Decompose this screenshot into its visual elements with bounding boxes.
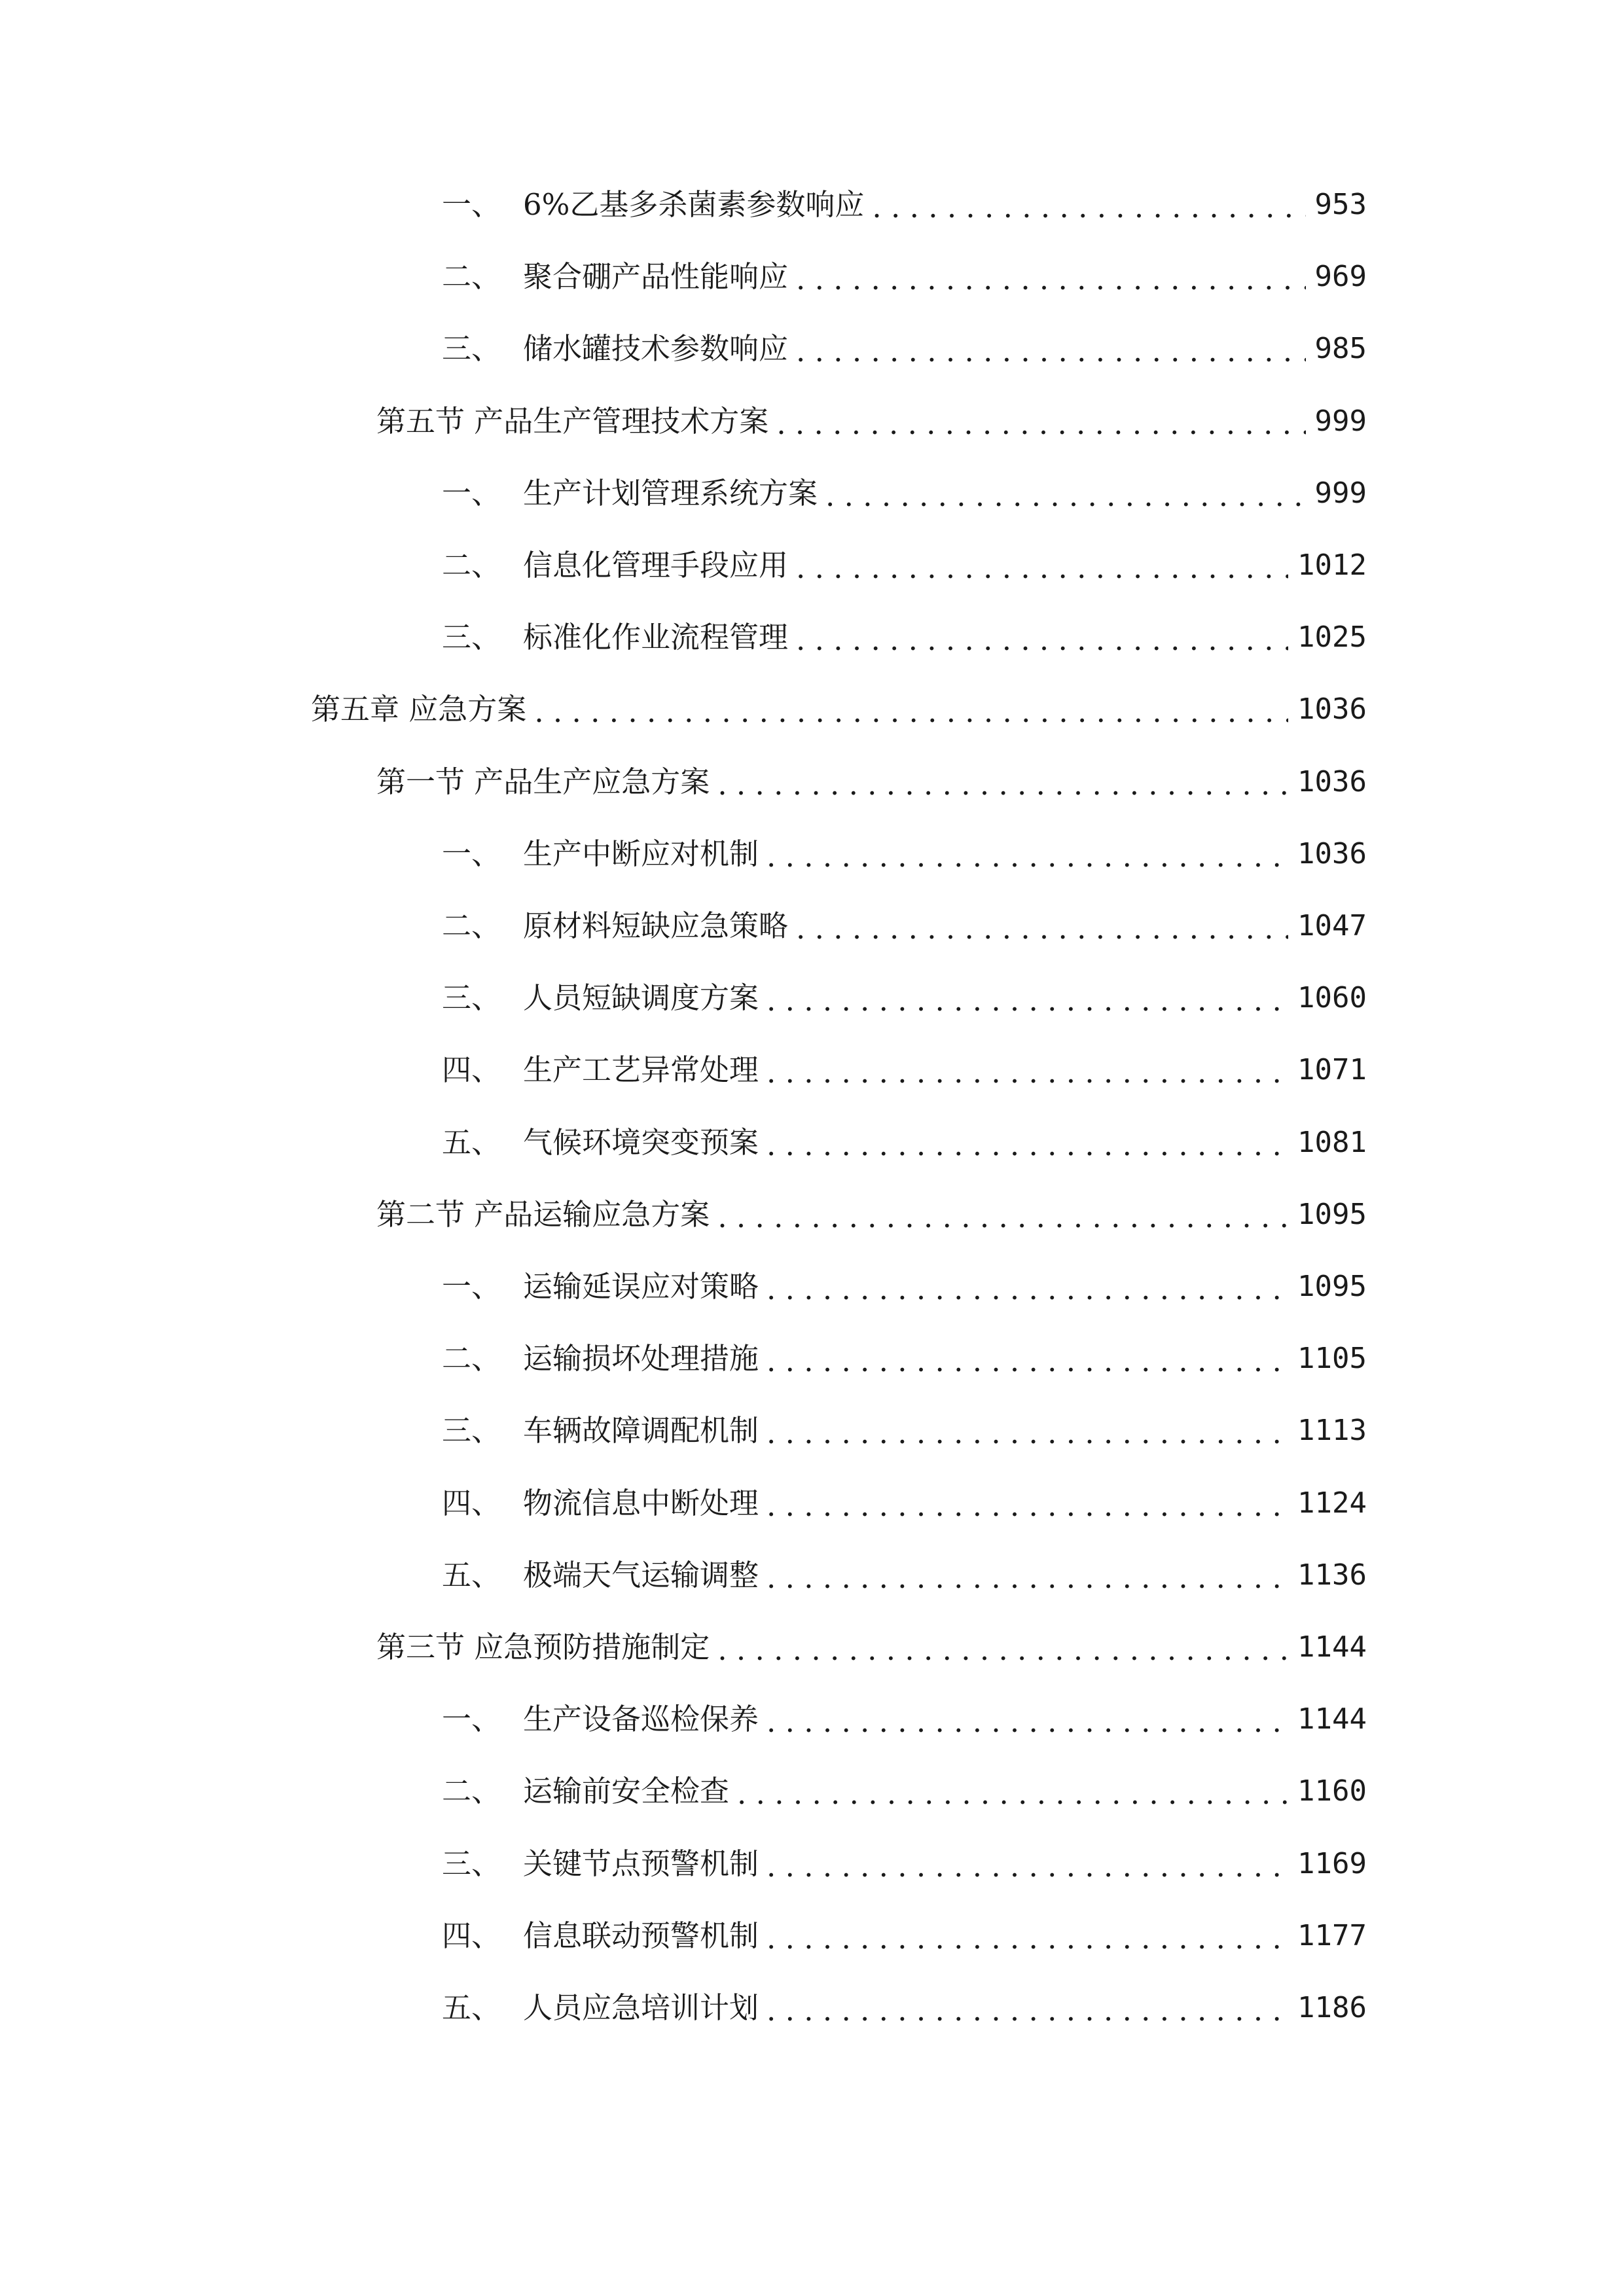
toc-entry-page-number: 1124	[1297, 1486, 1367, 1520]
toc-entry-title: 生产中断应对机制	[523, 836, 759, 871]
toc-entry-page-number: 1036	[1297, 765, 1367, 798]
toc-entry[interactable]	[442, 828, 1367, 880]
toc-entry-number: 五、	[442, 1990, 501, 2025]
toc-dot-leader	[767, 1480, 1288, 1532]
toc-entry-title: 第二节 产品运输应急方案	[376, 1197, 710, 1232]
toc-entry-title: 标准化作业流程管理	[523, 620, 789, 655]
toc-dot-leader	[717, 1624, 1288, 1676]
toc-entry-page-number: 999	[1314, 404, 1367, 438]
toc-entry-title: 第三节 应急预防措施制定	[376, 1630, 710, 1664]
toc-entry-page-number: 1036	[1297, 692, 1367, 726]
toc-entry[interactable]	[442, 1044, 1367, 1096]
toc-entry[interactable]	[442, 251, 1367, 303]
toc-entry-number: 四、	[442, 1918, 501, 1953]
toc-entry-page-number: 1095	[1297, 1198, 1367, 1231]
toc-entry-number: 五、	[442, 1558, 501, 1592]
toc-dot-leader	[737, 1768, 1288, 1820]
toc-entry-title: 关键节点预警机制	[523, 1846, 759, 1881]
toc-dot-leader	[796, 614, 1288, 666]
toc-entry[interactable]	[442, 1838, 1367, 1890]
toc-entry[interactable]	[376, 756, 1367, 808]
toc-entry[interactable]	[442, 1405, 1367, 1457]
toc-entry-number: 一、	[442, 836, 501, 871]
toc-entry-title: 运输延误应对策略	[523, 1269, 759, 1304]
toc-entry[interactable]	[311, 683, 1367, 736]
toc-entry[interactable]	[442, 1333, 1367, 1385]
toc-entry-title: 车辆故障调配机制	[523, 1413, 759, 1448]
toc-entry-page-number: 1144	[1297, 1630, 1367, 1664]
toc-entry-page-number: 1071	[1297, 1053, 1367, 1086]
toc-entry[interactable]	[442, 1910, 1367, 1962]
toc-entry-title: 生产计划管理系统方案	[523, 476, 818, 511]
toc-dot-leader	[534, 686, 1288, 738]
toc-entry-page-number: 1060	[1297, 981, 1367, 1014]
toc-dot-leader	[767, 1840, 1288, 1893]
toc-dot-leader	[767, 1263, 1288, 1316]
toc-entry-page-number: 1047	[1297, 909, 1367, 942]
toc-entry[interactable]	[442, 323, 1367, 375]
toc-entry-number: 三、	[442, 620, 501, 655]
toc-entry-page-number: 1177	[1297, 1919, 1367, 1952]
toc-dot-leader	[767, 1984, 1288, 2037]
toc-dot-leader	[767, 1407, 1288, 1460]
toc-entry-title: 第一节 产品生产应急方案	[376, 764, 710, 799]
toc-entry[interactable]	[442, 539, 1367, 592]
toc-entry-number: 二、	[442, 1774, 501, 1808]
toc-dot-leader	[767, 975, 1288, 1027]
toc-entry-number: 二、	[442, 1341, 501, 1376]
toc-entry-page-number: 999	[1314, 476, 1367, 510]
toc-entry-page-number: 1025	[1297, 620, 1367, 654]
toc-dot-leader	[767, 1047, 1288, 1099]
toc-entry-number: 五、	[442, 1125, 501, 1160]
toc-entry-number: 三、	[442, 1413, 501, 1448]
toc-entry-number: 一、	[442, 1269, 501, 1304]
toc-dot-leader	[767, 1119, 1288, 1172]
toc-entry-number: 二、	[442, 908, 501, 943]
toc-entry[interactable]	[442, 1982, 1367, 2034]
toc-entry-title: 人员短缺调度方案	[523, 980, 759, 1015]
toc-entry-page-number: 1186	[1297, 1991, 1367, 2024]
toc-entry[interactable]	[442, 900, 1367, 952]
toc-entry-title: 生产工艺异常处理	[523, 1052, 759, 1087]
toc-entry[interactable]	[376, 1621, 1367, 1674]
toc-dot-leader	[796, 325, 1306, 378]
toc-entry[interactable]	[442, 1117, 1367, 1169]
toc-entry-title: 物流信息中断处理	[523, 1486, 759, 1520]
toc-entry-page-number: 1036	[1297, 837, 1367, 870]
toc-entry-title: 人员应急培训计划	[523, 1990, 759, 2025]
toc-entry-title: 第五节 产品生产管理技术方案	[376, 404, 769, 439]
toc-entry-title: 聚合硼产品性能响应	[523, 259, 789, 294]
toc-dot-leader	[717, 1191, 1288, 1244]
toc-dot-leader	[776, 398, 1305, 450]
toc-dot-leader	[767, 1335, 1288, 1388]
toc-entry-title: 运输前安全检查	[523, 1774, 730, 1808]
toc-entry[interactable]	[442, 1765, 1367, 1818]
toc-entry-number: 四、	[442, 1486, 501, 1520]
toc-entry-title: 第五章 应急方案	[311, 692, 527, 726]
toc-entry-page-number: 1105	[1297, 1342, 1367, 1375]
toc-entry-page-number: 1160	[1297, 1774, 1367, 1808]
toc-entry-title: 信息联动预警机制	[523, 1918, 759, 1953]
toc-entry-number: 一、	[442, 476, 501, 511]
toc-entry-title: 生产设备巡检保养	[523, 1702, 759, 1736]
toc-entry[interactable]	[376, 395, 1367, 448]
toc-entry-page-number: 1136	[1297, 1558, 1367, 1592]
toc-entry-title: 极端天气运输调整	[523, 1558, 759, 1592]
toc-entry-title: 信息化管理手段应用	[523, 548, 789, 583]
toc-entry-title: 原材料短缺应急策略	[523, 908, 789, 943]
toc-entry-number: 一、	[442, 1702, 501, 1736]
toc-entry-page-number: 1169	[1297, 1847, 1367, 1880]
toc-entry-title: 储水罐技术参数响应	[523, 331, 789, 366]
toc-entry-title: 6%乙基多杀菌素参数响应	[523, 187, 865, 222]
toc-dot-leader	[717, 759, 1288, 811]
toc-dot-leader	[767, 1912, 1288, 1965]
toc-entry-number: 二、	[442, 259, 501, 294]
toc-entry[interactable]	[376, 1189, 1367, 1241]
toc-dot-leader	[872, 181, 1305, 234]
toc-entry[interactable]	[442, 1477, 1367, 1530]
toc-entry-page-number: 985	[1314, 332, 1367, 365]
toc-dot-leader	[825, 470, 1306, 522]
toc-entry-number: 一、	[442, 187, 501, 222]
toc-entry[interactable]	[442, 1693, 1367, 1746]
toc-entry-page-number: 1081	[1297, 1126, 1367, 1159]
toc-entry[interactable]	[442, 611, 1367, 664]
toc-dot-leader	[796, 903, 1288, 955]
toc-entry-number: 三、	[442, 1846, 501, 1881]
toc-entry-page-number: 1113	[1297, 1414, 1367, 1447]
toc-entry-page-number: 1012	[1297, 548, 1367, 582]
toc-entry[interactable]	[442, 972, 1367, 1024]
toc-entry-number: 三、	[442, 980, 501, 1015]
toc-dot-leader	[767, 1552, 1288, 1604]
toc-entry-title: 气候环境突变预案	[523, 1125, 759, 1160]
toc-entry-page-number: 953	[1314, 188, 1367, 221]
toc-entry-number: 二、	[442, 548, 501, 583]
toc-entry-title: 运输损坏处理措施	[523, 1341, 759, 1376]
toc-dot-leader	[796, 253, 1306, 306]
toc-entry[interactable]	[442, 179, 1367, 231]
toc-entry[interactable]	[442, 1261, 1367, 1313]
toc-dot-leader	[767, 1696, 1288, 1748]
toc-dot-leader	[767, 831, 1288, 883]
toc-entry[interactable]	[442, 1549, 1367, 1602]
toc-entry-number: 三、	[442, 331, 501, 366]
toc-dot-leader	[796, 542, 1288, 594]
toc-entry-page-number: 969	[1314, 260, 1367, 293]
toc-entry[interactable]	[442, 467, 1367, 520]
toc-entry-page-number: 1095	[1297, 1270, 1367, 1303]
toc-entry-number: 四、	[442, 1052, 501, 1087]
toc-entry-page-number: 1144	[1297, 1702, 1367, 1736]
